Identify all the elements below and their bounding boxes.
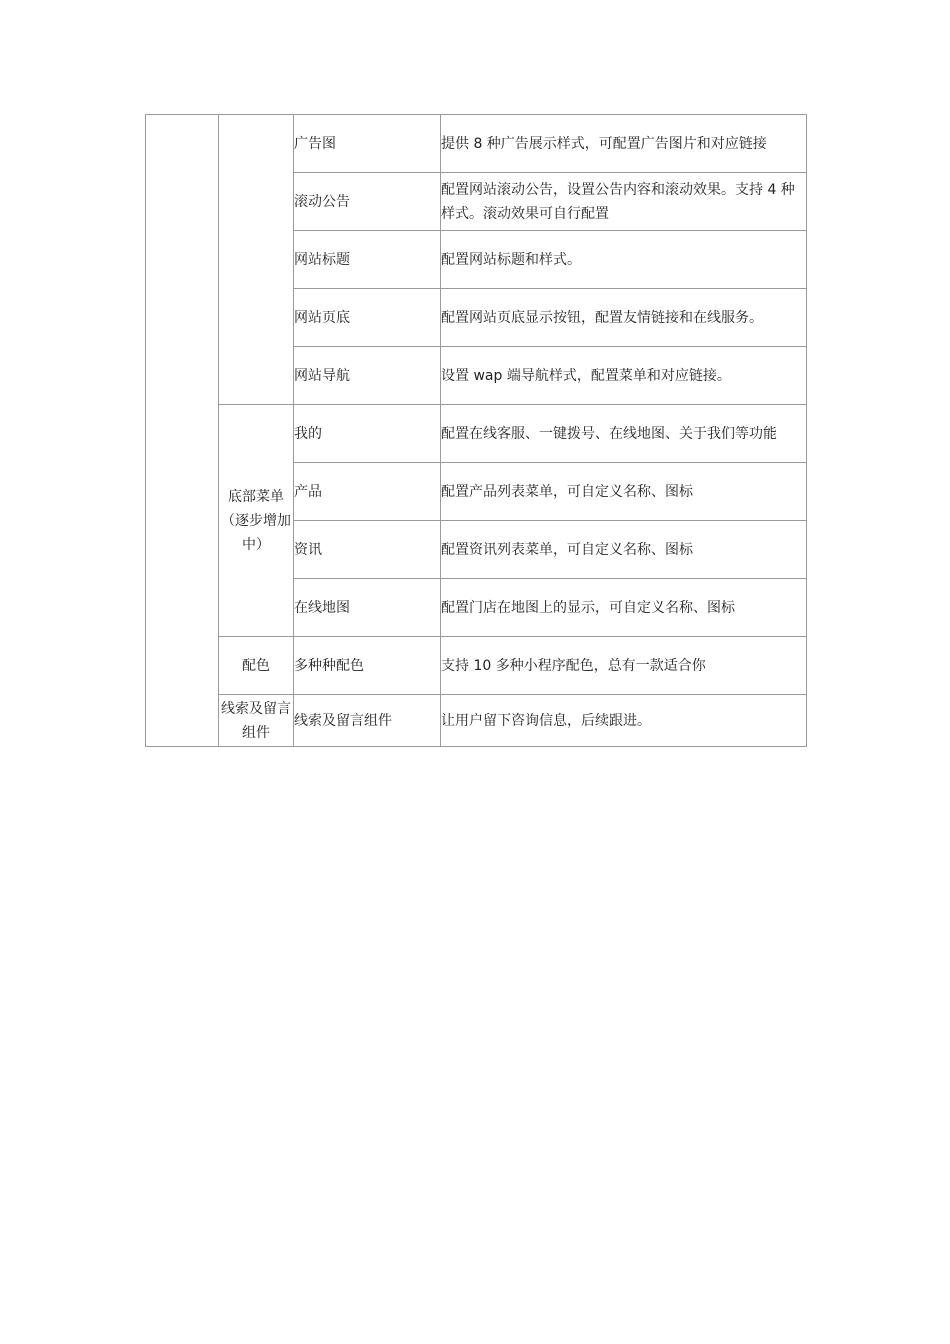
feature-desc: 让用户留下咨询信息，后续跟进。 [441, 695, 807, 747]
table-row [146, 115, 807, 173]
group-cell [219, 637, 294, 695]
group-cell [219, 695, 294, 747]
feature-desc: 设置 wap 端导航样式，配置菜单和对应链接。 [441, 347, 807, 405]
feature-desc: 配置网站页底显示按钮，配置友情链接和在线服务。 [441, 289, 807, 347]
group-cell [219, 115, 294, 405]
feature-name: 滚动公告 [294, 173, 441, 231]
table-row [146, 637, 807, 695]
group-label: 底部菜单（逐步增加中） [221, 488, 291, 553]
group-label: 线索及留言组件 [221, 700, 291, 741]
feature-name: 网站标题 [294, 231, 441, 289]
feature-desc: 配置产品列表菜单，可自定义名称、图标 [441, 463, 807, 521]
feature-name: 广告图 [294, 115, 441, 173]
feature-desc: 配置在线客服、一键拨号、在线地图、关于我们等功能 [441, 405, 807, 463]
feature-name: 在线地图 [294, 579, 441, 637]
table-row [146, 405, 807, 463]
group-cell [219, 405, 294, 637]
feature-desc: 配置资讯列表菜单，可自定义名称、图标 [441, 521, 807, 579]
feature-name: 线索及留言组件 [294, 695, 441, 747]
feature-name: 网站页底 [294, 289, 441, 347]
feature-desc: 支持 10 多种小程序配色，总有一款适合你 [441, 637, 807, 695]
feature-table [145, 114, 807, 747]
feature-name: 产品 [294, 463, 441, 521]
feature-desc: 配置网站标题和样式。 [441, 231, 807, 289]
feature-desc: 配置网站滚动公告，设置公告内容和滚动效果。支持 4 种样式。滚动效果可自行配置 [441, 173, 807, 231]
feature-name: 资讯 [294, 521, 441, 579]
feature-name: 我的 [294, 405, 441, 463]
feature-desc: 配置门店在地图上的显示，可自定义名称、图标 [441, 579, 807, 637]
feature-name: 网站导航 [294, 347, 441, 405]
feature-desc: 提供 8 种广告展示样式，可配置广告图片和对应链接 [441, 115, 807, 173]
feature-name: 多种种配色 [294, 637, 441, 695]
group-label: 配色 [242, 657, 270, 674]
table-row [146, 695, 807, 747]
module-cell [146, 115, 219, 747]
